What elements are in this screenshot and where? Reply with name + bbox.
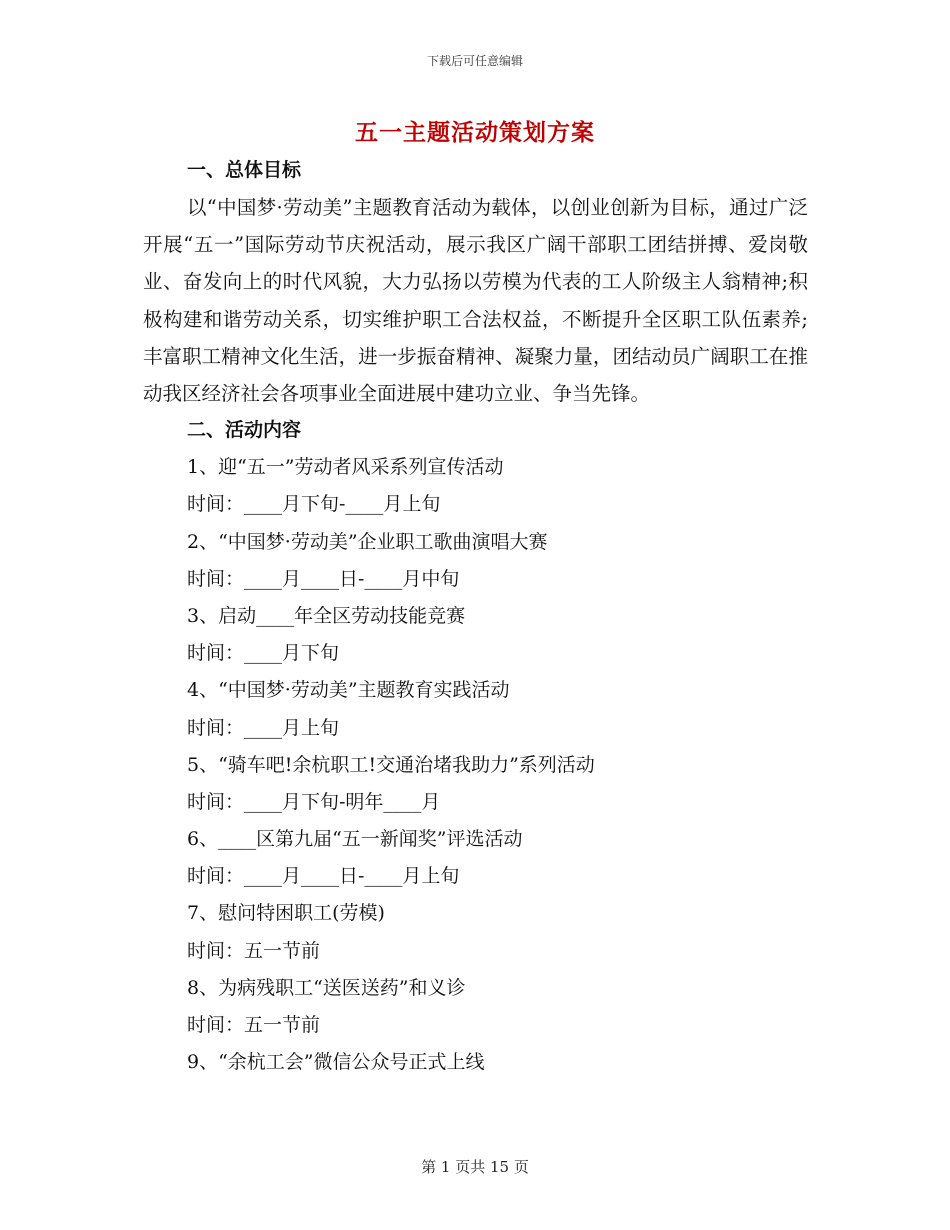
- section-heading-goals: 一、总体目标: [187, 159, 302, 181]
- section-heading-activities: 二、活动内容: [187, 419, 302, 442]
- activity-item-title: 7、慰问特困职工(劳模): [187, 902, 385, 925]
- activity-item-time: 时间：____月上旬: [187, 716, 340, 739]
- activity-item-time: 时间：____月下旬-____月上旬: [187, 493, 441, 516]
- activity-item-time: 时间：____月____日-____月中旬: [187, 567, 460, 590]
- activity-item-time: 时间：____月____日-____月上旬: [187, 865, 460, 888]
- activity-item-time: 时间：____月下旬: [187, 642, 340, 665]
- page-header-note: 下载后可任意编辑: [426, 54, 523, 68]
- activity-item-title: 9、“余杭工会”微信公众号正式上线: [187, 1051, 485, 1074]
- activity-item-title: 6、____区第九届“五一新闻奖”评选活动: [187, 828, 523, 851]
- activity-item-title: 2、“中国梦·劳动美”企业职工歌曲演唱大赛: [187, 530, 548, 553]
- activity-item-title: 3、启动____年全区劳动技能竞赛: [187, 604, 466, 627]
- page-number-footer: 第 1 页共 15 页: [421, 1158, 529, 1176]
- activity-item-title: 1、迎“五一”劳动者风采系列宣传活动: [187, 456, 504, 479]
- activity-item-time: 时间：五一节前: [187, 1014, 321, 1037]
- activity-item-title: 8、为病残职工“送医送药”和义诊: [187, 976, 466, 999]
- activity-item-time: 时间：____月下旬-明年____月: [187, 790, 441, 813]
- goals-paragraph: 以“中国梦·劳动美”主题教育活动为载体，以创业创新为目标，通过广泛开展“五一”国际劳动节庆祝活动，展示我区广阔干部职工团结拼搏、爱岗敬业、奋发向上的时代风貌，大力弘扬以劳模为代表的工人阶级主人翁精神;积极构建和谐劳动关系，切实维护职工合法权益，不断提升全区职工队伍素养;丰富职工精神文化生活，进一步振奋精神、凝聚力量，团结动员广阔职工在推动我区经济社会各项事业全面进展中建功立业、争当先锋。: [143, 196, 808, 406]
- activity-item-title: 4、“中国梦·劳动美”主题教育实践活动: [187, 679, 510, 702]
- activity-item-title: 5、“骑车吧!余杭职工!交通治堵我助力”系列活动: [187, 753, 595, 776]
- activity-item-time: 时间：五一节前: [187, 939, 321, 962]
- document-body: [143, 152, 808, 1081]
- document-title: 五一主题活动策划方案: [355, 119, 595, 146]
